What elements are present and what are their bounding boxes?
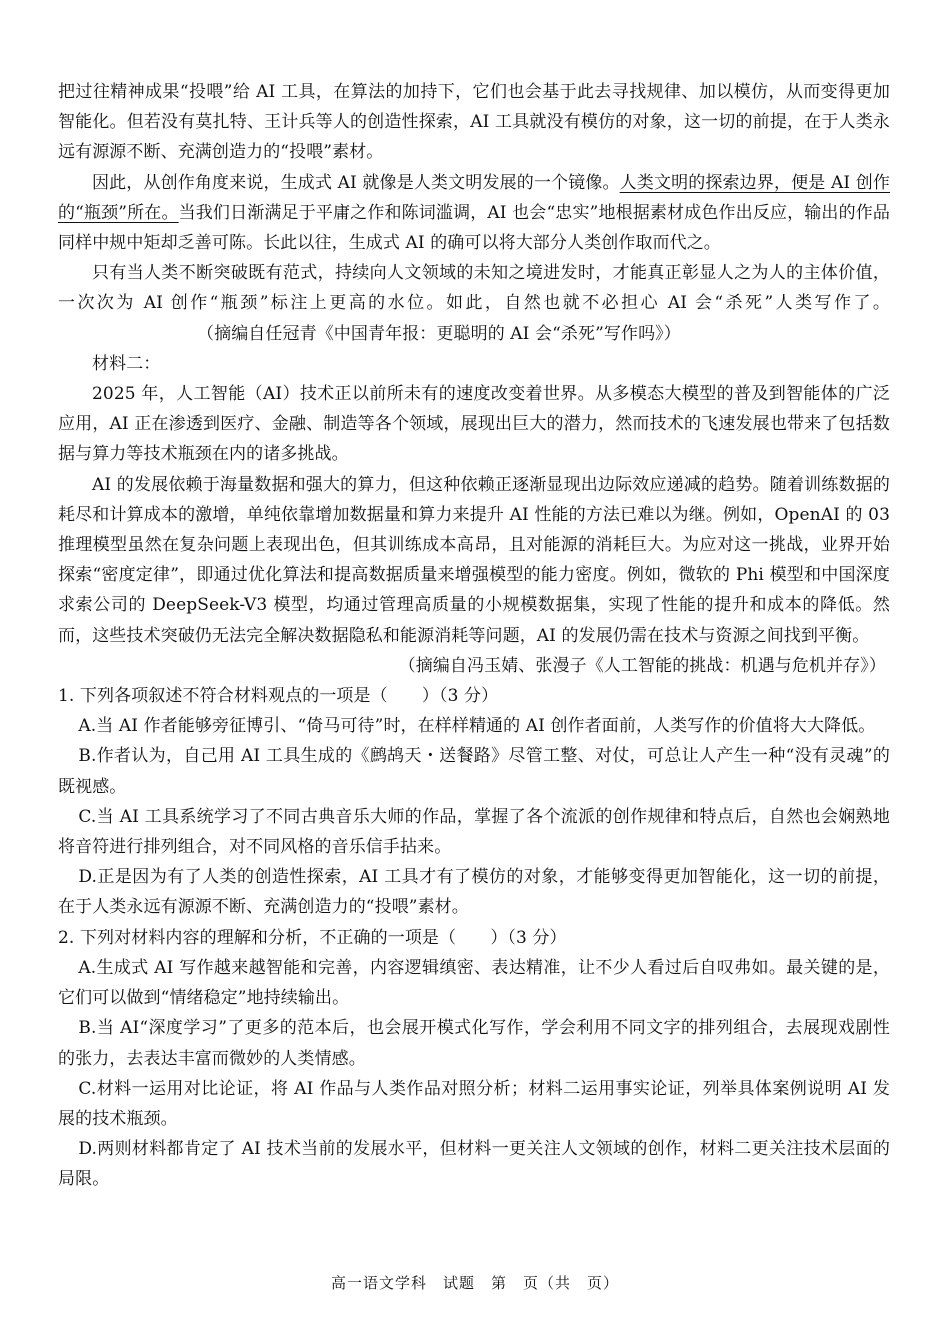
question-option: C.材料一运用对比论证，将 AI 作品与人类作品对照分析；材料二运用事实论证，列举具体案例说明 AI 发展的技术瓶颈。 [58, 1078, 890, 1129]
paragraph [58, 258, 890, 349]
question-stem: 1. 下列各项叙述不符合材料观点的一项是（ ）（3 分） [58, 686, 499, 707]
paragraph-text: 只有当人类不断突破既有范式，持续向人文领域的未知之境进发时，才能真正彰显人之为人的主体价值，一次次为 AI 创作“瓶颈”标注上更高的水位。如此，自然也就不必担心 AI 会“杀死”人类写作了。 [58, 263, 890, 314]
question-option: A.当 AI 作者能够旁征博引、“倚马可待”时，在样样精通的 AI 创作者面前，人类写作的价值将大大降低。 [78, 716, 876, 737]
paragraph-text: 当我们日渐满足于平庸之作和陈词滥调，AI 也会“忠实”地根据素材成色作出反应，输出的作品同样中规中矩却乏善可陈。长此以往，生成式 AI 的确可以将大部分人类创作取而代之。 [58, 202, 890, 254]
question-option: C.当 AI 工具系统学习了不同古典音乐大师的作品，掌握了各个流派的创作规律和特点后，自然也会娴熟地将音符进行排列组合，对不同风格的音乐信手拈来。 [58, 806, 890, 858]
underlined-sentence: 人类文明的探索边界，便是 AI 创作的“瓶颈”所在。 [58, 172, 890, 223]
paragraph: AI 的发展依赖于海量数据和强大的算力，但这种依赖正逐渐显现出边际效应递减的趋势。随着训练数据的耗尽和计算成本的激增，单纯依靠增加数据量和算力来提升 AI 性能的方法已难以为继。例如，OpenAI 的 03 推理模型虽然在复杂问题上表现出色，但其训练成本高昂，且对能源的消耗巨大。为应对这一挑战，业界开始探索“密度定律”，即通过优化算法和提高数据质量来增强模型的能力密度。例如，微软的 Phi 模型和中国深度求索公司的 DeepSeek-V3 模型，均通过管理高质量的小规模数据集，实现了性能的提升和成本的降低。然而，这些技术突破仍无法完全解决数据隐私和能源消耗等问题，AI 的发展仍需在技术与资源之间找到平衡。 [58, 474, 890, 646]
question-option: B.作者认为，自己用 AI 工具生成的《鹧鸪天・送餐路》尽管工整、对仗，可总让人产生一种“没有灵魂”的既视感。 [58, 746, 890, 797]
source-citation: （摘编自任冠青《中国青年报：更聪明的 AI 会“杀死”写作吗》） [197, 323, 681, 344]
question-option: A.生成式 AI 写作越来越智能和完善，内容逻辑缜密、表达精准，让不少人看过后自叹弗如。最关键的是，它们可以做到“情绪稳定”地持续输出。 [58, 957, 890, 1009]
paragraph [58, 168, 890, 259]
paragraph: 2025 年，人工智能（AI）技术正以前所未有的速度改变着世界。从多模态大模型的普及到智能体的广泛应用，AI 正在渗透到医疗、金融、制造等各个领域，展现出巨大的潜力，然而技术的飞速发展也带来了包括数据与算力等技术瓶颈在内的诸多挑战。 [58, 384, 890, 465]
material-two-label: 材料二： [92, 353, 161, 374]
source-citation: （摘编自冯玉婧、张漫子《人工智能的挑战：机遇与危机并存》） [398, 655, 886, 676]
paragraph-text: 因此，从创作角度来说，生成式 AI 就像是人类文明发展的一个镜像。 [92, 172, 620, 193]
question-stem: 2. 下列对材料内容的理解和分析，不正确的一项是（ ）（3 分） [58, 927, 567, 948]
question-option: B.当 AI“深度学习”了更多的范本后，也会展开模式化写作，学会利用不同文字的排列组合，去展现戏剧性的张力，去表达丰富而微妙的人类情感。 [58, 1018, 890, 1069]
question-option: D.正是因为有了人类的创造性探索，AI 工具才有了模仿的对象，才能够变得更加智能化，这一切的前提，在于人类永远有源源不断、充满创造力的“投喂”素材。 [58, 867, 890, 918]
page-footer: 高一语文学科 试题 第 页（共 页） [330, 1274, 619, 1292]
paragraph: 把过往精神成果“投喂”给 AI 工具，在算法的加持下，它们也会基于此去寻找规律、加以模仿，从而变得更加智能化。但若没有莫扎特、王计兵等人的创造性探索，AI 工具就没有模仿的对象，这一切的前提，在于人类永远有源源不断、充满创造力的“投喂”素材。 [58, 82, 890, 163]
question-option: D.两则材料都肯定了 AI 技术当前的发展水平，但材料一更关注人文领域的创作，材料二更关注技术层面的局限。 [58, 1139, 890, 1190]
document-body [58, 77, 890, 1195]
